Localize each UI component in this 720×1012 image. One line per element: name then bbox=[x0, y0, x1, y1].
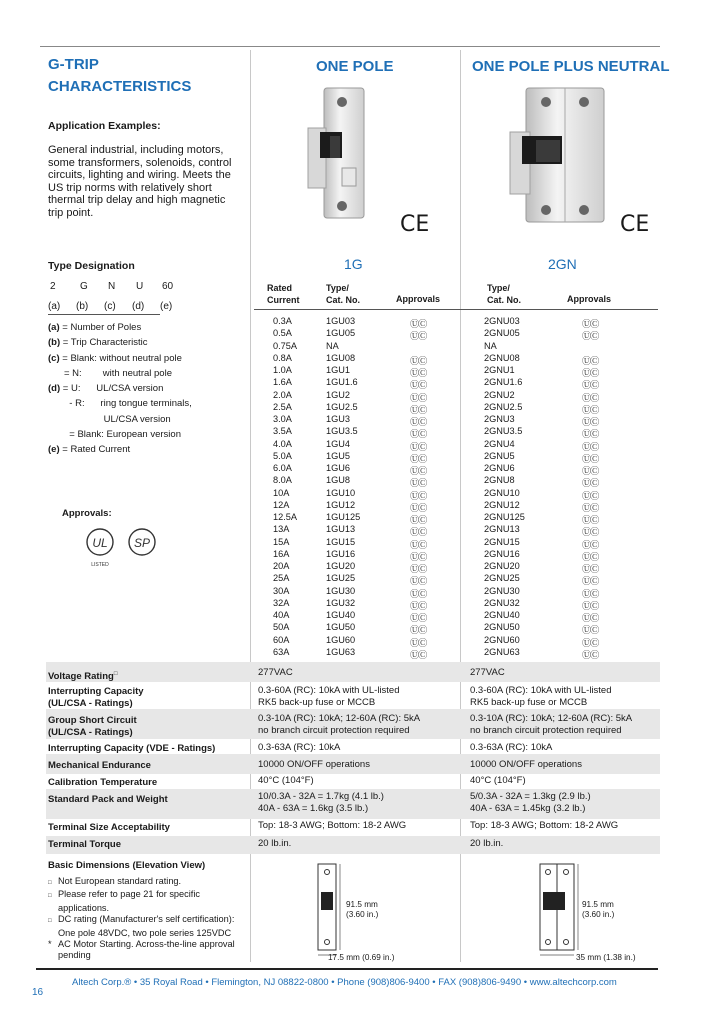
rated-current-cell: 63A bbox=[273, 646, 290, 657]
type-legend bbox=[48, 322, 248, 460]
csa-logo-text: SP bbox=[133, 536, 151, 550]
interrupt-2-line: RK5 back-up fuse or MCCB bbox=[470, 697, 588, 708]
approval-marks-1g: ⓊⒸ bbox=[410, 576, 427, 587]
cat-no-1g-cell: 1GU10 bbox=[326, 487, 356, 498]
header-type1: Type/ Cat. No. bbox=[326, 283, 361, 305]
approval-marks-1g: ⓊⒸ bbox=[410, 613, 427, 623]
cat-no-2gn-cell: 2GNU03 bbox=[484, 316, 520, 326]
voltage-1: 277VAC bbox=[258, 667, 293, 678]
approval-marks-1g: ⓊⒸ bbox=[410, 625, 427, 636]
approval-marks-2gn: ⓊⒸ bbox=[582, 429, 599, 440]
header-type2: Type/ Cat. No. bbox=[487, 283, 522, 305]
cat-no-2gn-cell: 2GNU13 bbox=[484, 524, 520, 535]
vde-1: 0.3-63A (RC): 10kA bbox=[258, 742, 341, 753]
term-label: Terminal Size Acceptability bbox=[48, 822, 170, 833]
rated-current-cell: 1.0A bbox=[273, 365, 292, 375]
cat-no-1g-cell: 1GU63 bbox=[326, 646, 356, 657]
top-rule bbox=[40, 46, 660, 47]
rated-current-cell: 3.5A bbox=[273, 426, 292, 437]
cat-no-2gn-cell: 2GNU32 bbox=[484, 597, 520, 608]
torque-2: 20 lb.in. bbox=[470, 838, 504, 849]
application-line: some transformers, solenoids, control bbox=[48, 156, 232, 169]
vde-2: 0.3-63A (RC): 10kA bbox=[470, 742, 553, 753]
application-line: General industrial, including motors, bbox=[48, 144, 224, 156]
interrupt-label-line: Interrupting Capacity bbox=[48, 686, 144, 697]
cat-no-2gn-cell: 2GNU25 bbox=[484, 573, 520, 584]
code-char: 2 bbox=[50, 281, 56, 292]
interrupt-1-line: RK5 back-up fuse or MCCB bbox=[258, 697, 376, 708]
cat-no-1g-cell: 1GU16 bbox=[326, 548, 356, 559]
approval-marks-2gn: ⓊⒸ bbox=[582, 331, 599, 342]
legend-text: = Trip Characteristic bbox=[62, 337, 148, 349]
cat-no-2gn-cell: 2GNU05 bbox=[484, 328, 520, 339]
approval-marks-1g: ⓊⒸ bbox=[410, 637, 427, 648]
rated-current-cell: 0.75A bbox=[273, 340, 298, 351]
cat-no-1g-cell: 1GU50 bbox=[326, 622, 356, 633]
ce-mark-col1: CE bbox=[400, 212, 430, 237]
approval-marks-2gn: ⓊⒸ bbox=[582, 527, 599, 538]
code-char: G bbox=[80, 281, 88, 292]
rated-current-cell: 60A bbox=[273, 634, 290, 645]
approval-marks-2gn: ⓊⒸ bbox=[582, 515, 599, 525]
cat-no-1g-cell: 1GU32 bbox=[326, 597, 356, 608]
rated-current-cell: 16A bbox=[273, 548, 290, 559]
dim-w1: 17.5 mm (0.69 in.) bbox=[328, 953, 395, 962]
code-letter: (e) bbox=[160, 301, 173, 312]
approval-marks-1g: ⓊⒸ bbox=[410, 331, 427, 342]
vde-label: Interrupting Capacity (VDE - Ratings) bbox=[48, 743, 216, 754]
approval-marks-2gn: ⓊⒸ bbox=[582, 502, 599, 513]
cat-no-1g-cell: 1GU12 bbox=[326, 499, 356, 510]
group-label-line: Group Short Circuit bbox=[48, 715, 137, 726]
interrupt-2 bbox=[470, 685, 612, 709]
approval-marks-1g: ⓊⒸ bbox=[410, 478, 427, 489]
approval-marks-2gn: ⓊⒸ bbox=[582, 319, 599, 329]
dimension-drawing-2 bbox=[530, 862, 630, 962]
cat-no-2gn-cell: 2GNU2.5 bbox=[484, 401, 523, 412]
section-title-line2: CHARACTERISTICS bbox=[48, 78, 192, 95]
rated-current-cell: 1.6A bbox=[273, 377, 292, 388]
rated-current-cell: 6.0A bbox=[273, 463, 292, 473]
torque-1: 20 lb.in. bbox=[258, 838, 292, 849]
cat-no-2gn-cell: 2GNU50 bbox=[484, 622, 520, 633]
legend-text: - R: ring tongue terminals, bbox=[64, 398, 192, 410]
col2-subtitle: 2GN bbox=[548, 256, 577, 272]
approval-marks-2gn: ⓊⒸ bbox=[582, 588, 599, 599]
approval-marks-2gn: ⓊⒸ bbox=[582, 613, 599, 623]
approval-marks-1g: ⓊⒸ bbox=[410, 429, 427, 440]
approval-marks-1g: ⓊⒸ bbox=[410, 515, 427, 525]
rated-current-cell: 2.0A bbox=[273, 389, 292, 400]
listed-text: LISTED bbox=[91, 562, 109, 568]
cat-no-1g-cell: 1GU4 bbox=[326, 438, 351, 449]
legend-text: = Rated Current bbox=[62, 444, 131, 456]
cat-no-1g-cell: 1GU5 bbox=[326, 450, 351, 461]
code-letter: (a) bbox=[48, 301, 61, 312]
approval-marks-2gn: ⓊⒸ bbox=[582, 490, 599, 501]
calib-label: Calibration Temperature bbox=[48, 777, 158, 788]
cat-no-2gn-cell: 2GNU15 bbox=[484, 536, 520, 547]
cat-no-1g-cell: 1GU2 bbox=[326, 389, 351, 400]
approval-marks-1g: ⓊⒸ bbox=[410, 392, 427, 403]
approval-logos bbox=[86, 526, 166, 570]
dim-h1-line: 91.5 mm bbox=[346, 900, 378, 909]
voltage-2: 277VAC bbox=[470, 667, 505, 678]
note-text: pending bbox=[58, 950, 91, 961]
cat-no-1g-cell: 1GU1 bbox=[326, 365, 351, 375]
footnotes bbox=[48, 876, 248, 962]
rated-current-cell: 25A bbox=[273, 573, 290, 584]
rated-current-cell: 32A bbox=[273, 597, 290, 608]
application-line: thermal trip delay and high magnetic bbox=[48, 194, 226, 207]
dims-label: Basic Dimensions (Elevation View) bbox=[48, 860, 206, 871]
cat-no-1g-cell: NA bbox=[326, 340, 339, 351]
approval-marks-2gn: ⓊⒸ bbox=[582, 466, 599, 476]
approval-marks-2gn: ⓊⒸ bbox=[582, 392, 599, 403]
approval-marks-2gn: ⓊⒸ bbox=[582, 649, 599, 660]
note-text: AC Motor Starting. Across-the-line approval bbox=[58, 939, 235, 950]
header-approvals1: Approvals bbox=[396, 294, 441, 304]
code-letter: (d) bbox=[132, 301, 145, 312]
term-2: Top: 18-3 AWG; Bottom: 18-2 AWG bbox=[470, 820, 619, 831]
application-line: US trip norms with relatively short bbox=[48, 181, 212, 194]
code-char: 60 bbox=[162, 281, 174, 292]
cat-no-2gn-cell: 2GNU5 bbox=[484, 450, 515, 461]
pack-2-line: 5/0.3A - 32A = 1.3kg (2.9 lb.) bbox=[470, 791, 591, 802]
approval-marks-1g: ⓊⒸ bbox=[410, 539, 427, 550]
rated-current-cell: 10A bbox=[273, 487, 290, 498]
rated-current-cell: 15A bbox=[273, 536, 290, 547]
section-title-line1: G-TRIP bbox=[48, 56, 99, 73]
cat-no-1g-cell: 1GU2.5 bbox=[326, 401, 358, 412]
interrupt-1 bbox=[258, 685, 400, 709]
cat-no-2gn-cell: 2GNU2 bbox=[484, 389, 515, 400]
dim-h2 bbox=[582, 900, 614, 920]
cat-no-1g-cell: 1GU40 bbox=[326, 610, 356, 620]
cat-no-1g-cell: 1GU125 bbox=[326, 512, 361, 522]
interrupt-label bbox=[48, 686, 144, 710]
approval-marks-2gn: ⓊⒸ bbox=[582, 551, 599, 562]
interrupt-2-line: 0.3-60A (RC): 10kA with UL-listed bbox=[470, 685, 612, 696]
cat-no-2gn-cell: 2GNU63 bbox=[484, 646, 520, 657]
voltage-label bbox=[48, 668, 117, 683]
cat-no-2gn-cell: 2GNU16 bbox=[484, 548, 520, 559]
note-mark: □ bbox=[48, 880, 52, 886]
col1-subtitle: 1G bbox=[344, 256, 363, 272]
rated-current-cell: 0.5A bbox=[273, 328, 292, 339]
code-letter: (c) bbox=[104, 301, 116, 312]
note-text: Not European standard rating. bbox=[58, 876, 182, 886]
type-code-underline bbox=[48, 314, 160, 315]
cat-no-1g-cell: 1GU3 bbox=[326, 414, 351, 424]
approval-marks-2gn: ⓊⒸ bbox=[582, 539, 599, 550]
cat-no-1g-cell: 1GU03 bbox=[326, 316, 356, 326]
approval-marks-2gn: ⓊⒸ bbox=[582, 637, 599, 648]
column-divider-1 bbox=[250, 50, 251, 962]
application-line: trip point. bbox=[48, 206, 94, 219]
interrupt-1-line: 0.3-60A (RC): 10kA with UL-listed bbox=[258, 685, 400, 696]
rated-current-cell: 40A bbox=[273, 610, 290, 620]
cat-no-2gn-cell: 2GNU12 bbox=[484, 499, 520, 510]
rated-current-cell: 4.0A bbox=[273, 438, 292, 449]
application-line: circuits, lighting and wiring. Meets the bbox=[48, 169, 231, 182]
mech-2: 10000 ON/OFF operations bbox=[470, 759, 582, 770]
note-text: One pole 48VDC, two pole series 125VDC bbox=[58, 927, 232, 938]
approval-marks-2gn: ⓊⒸ bbox=[582, 453, 599, 464]
legend-key: (d) bbox=[48, 383, 61, 395]
approval-marks-2gn: ⓊⒸ bbox=[582, 441, 599, 452]
one-pole-breaker-image bbox=[302, 84, 388, 224]
calib-2: 40°C (104°F) bbox=[470, 775, 526, 786]
col1-title: ONE POLE bbox=[316, 58, 394, 75]
approval-marks-1g: ⓊⒸ bbox=[410, 527, 427, 538]
pack-label: Standard Pack and Weight bbox=[48, 794, 168, 805]
cat-no-2gn-cell: 2GNU3.5 bbox=[484, 426, 523, 437]
cat-no-1g-cell: 1GU30 bbox=[326, 585, 356, 596]
cat-no-1g-cell: 1GU15 bbox=[326, 536, 356, 547]
cat-no-2gn-cell: 2GNU10 bbox=[484, 487, 520, 498]
shade-band bbox=[46, 836, 660, 854]
mech-1: 10000 ON/OFF operations bbox=[258, 759, 370, 770]
group-1-line: no branch circuit protection required bbox=[258, 725, 410, 736]
cat-no-2gn-cell: 2GNU08 bbox=[484, 352, 520, 363]
cat-no-1g-cell: 1GU60 bbox=[326, 634, 356, 645]
group-1-line: 0.3-10A (RC): 10kA; 12-60A (RC): 5kA bbox=[258, 713, 421, 724]
cat-no-1g-cell: 1GU05 bbox=[326, 328, 356, 339]
cat-no-2gn-cell: 2GNU40 bbox=[484, 610, 520, 620]
rated-current-cell: 2.5A bbox=[273, 401, 292, 412]
cat-no-1g-cell: 1GU08 bbox=[326, 352, 356, 363]
ul-logo-text: UL bbox=[92, 536, 108, 550]
cat-no-2gn-cell: 2GNU1 bbox=[484, 365, 515, 375]
table-header-rule bbox=[254, 309, 658, 310]
header-rated-current: Rated Current bbox=[267, 283, 300, 305]
legend-text: UL/CSA version bbox=[64, 413, 171, 425]
legend-key: (c) bbox=[48, 352, 60, 364]
approval-marks-1g: ⓊⒸ bbox=[410, 417, 427, 427]
ce-mark-col2: CE bbox=[620, 212, 650, 237]
rated-current-cell: 12.5A bbox=[273, 512, 298, 522]
application-heading: Application Examples: bbox=[48, 120, 161, 132]
rated-current-cell: 0.3A bbox=[273, 316, 292, 326]
approval-marks-2gn: ⓊⒸ bbox=[582, 600, 599, 611]
cat-no-1g-cell: 1GU25 bbox=[326, 573, 356, 584]
legend-text: = Blank: European version bbox=[64, 429, 181, 441]
approval-marks-1g: ⓊⒸ bbox=[410, 319, 427, 329]
note-mark: □ bbox=[48, 918, 52, 925]
note-text: Please refer to page 21 for specific bbox=[58, 889, 200, 900]
mech-label: Mechanical Endurance bbox=[48, 760, 151, 771]
cat-no-2gn-cell: 2GNU4 bbox=[484, 438, 515, 449]
approval-marks-1g: ⓊⒸ bbox=[410, 404, 427, 415]
note-text: applications. bbox=[58, 902, 110, 913]
approval-marks-1g: ⓊⒸ bbox=[410, 368, 427, 378]
cat-no-2gn-cell: 2GNU1.6 bbox=[484, 377, 523, 388]
rated-current-cell: 20A bbox=[273, 561, 290, 571]
voltage-label-text: Voltage Rating bbox=[48, 671, 114, 683]
approval-marks-1g: ⓊⒸ bbox=[410, 600, 427, 611]
pack-1-line: 10/0.3A - 32A = 1.7kg (4.1 lb.) bbox=[258, 791, 384, 802]
approvals-heading: Approvals: bbox=[62, 508, 112, 519]
group-2 bbox=[470, 713, 632, 737]
legend-text: = N: with neutral pole bbox=[64, 367, 172, 379]
cat-no-2gn-cell: 2GNU30 bbox=[484, 585, 520, 596]
column-divider-2 bbox=[460, 50, 461, 962]
rated-current-cell: 50A bbox=[273, 622, 290, 633]
approval-marks-2gn: ⓊⒸ bbox=[582, 368, 599, 378]
pack-1 bbox=[258, 791, 384, 815]
code-char: N bbox=[108, 281, 116, 292]
approval-marks-2gn: ⓊⒸ bbox=[582, 625, 599, 636]
cat-no-2gn-cell: 2GNU3 bbox=[484, 414, 515, 424]
cat-no-1g-cell: 1GU6 bbox=[326, 463, 351, 473]
rated-current-cell: 5.0A bbox=[273, 450, 292, 461]
cat-no-2gn-cell: 2GNU8 bbox=[484, 475, 515, 486]
group-2-line: no branch circuit protection required bbox=[470, 725, 622, 736]
rated-current-cell: 3.0A bbox=[273, 414, 292, 424]
pack-2-line: 40A - 63A = 1.45kg (3.2 lb.) bbox=[470, 803, 586, 814]
pack-2 bbox=[470, 791, 591, 815]
dim-w2: 35 mm (1.38 in.) bbox=[576, 953, 636, 962]
approval-marks-1g: ⓊⒸ bbox=[410, 502, 427, 513]
approval-marks-1g: ⓊⒸ bbox=[410, 453, 427, 464]
dim-h1-line: (3.60 in.) bbox=[346, 910, 379, 919]
rated-current-cell: 12A bbox=[273, 499, 290, 510]
approval-marks-2gn: ⓊⒸ bbox=[582, 564, 599, 574]
rated-current-cell: 30A bbox=[273, 585, 290, 596]
code-letter: (b) bbox=[76, 301, 89, 312]
dim-h1 bbox=[346, 900, 378, 920]
interrupt-label-line: (UL/CSA - Ratings) bbox=[48, 698, 133, 709]
rated-current-cell: 13A bbox=[273, 524, 290, 535]
approval-marks-2gn: ⓊⒸ bbox=[582, 355, 599, 366]
cat-no-1g-cell: 1GU13 bbox=[326, 524, 356, 535]
cat-no-1g-cell: 1GU1.6 bbox=[326, 377, 358, 388]
cat-no-2gn-cell: 2GNU125 bbox=[484, 512, 525, 522]
legend-text: = Number of Poles bbox=[62, 322, 142, 333]
cat-no-1g-cell: 1GU20 bbox=[326, 561, 356, 571]
group-2-line: 0.3-10A (RC): 10kA; 12-60A (RC): 5kA bbox=[470, 713, 633, 724]
rated-current-cell: 0.8A bbox=[273, 352, 292, 363]
approval-marks-2gn: ⓊⒸ bbox=[582, 576, 599, 587]
cat-no-2gn-cell: NA bbox=[484, 340, 497, 351]
dim-h2-line: (3.60 in.) bbox=[582, 910, 615, 919]
rated-current-cell: 8.0A bbox=[273, 475, 292, 486]
approval-marks-1g: ⓊⒸ bbox=[410, 355, 427, 366]
legend-key: (b) bbox=[48, 337, 61, 349]
dim-h2-line: 91.5 mm bbox=[582, 900, 614, 909]
two-pole-breaker-image bbox=[506, 84, 612, 230]
legend-key: (e) bbox=[48, 444, 60, 456]
cat-no-1g-cell: 1GU3.5 bbox=[326, 426, 358, 437]
approval-marks-1g: ⓊⒸ bbox=[410, 466, 427, 476]
approval-marks-1g: ⓊⒸ bbox=[410, 564, 427, 574]
approval-marks-1g: ⓊⒸ bbox=[410, 441, 427, 452]
footer-text: Altech Corp.® • 35 Royal Road • Flemington, NJ 08822-0800 • Phone (908)806-9400 • FAX (908)806-9490 • www.altechcorp.com bbox=[72, 977, 617, 988]
approval-marks-1g: ⓊⒸ bbox=[410, 380, 427, 391]
approval-marks-1g: ⓊⒸ bbox=[410, 551, 427, 562]
approval-marks-2gn: ⓊⒸ bbox=[582, 417, 599, 427]
legend-text: = U: UL/CSA version bbox=[62, 383, 164, 395]
col2-title: ONE POLE PLUS NEUTRAL bbox=[472, 58, 670, 75]
cat-no-2gn-cell: 2GNU6 bbox=[484, 463, 515, 473]
group-1 bbox=[258, 713, 420, 737]
note-mark: □ bbox=[48, 893, 52, 900]
group-label bbox=[48, 715, 137, 739]
term-1: Top: 18-3 AWG; Bottom: 18-2 AWG bbox=[258, 820, 407, 831]
legend-key: (a) bbox=[48, 322, 60, 333]
approval-marks-2gn: ⓊⒸ bbox=[582, 380, 599, 391]
calib-1: 40°C (104°F) bbox=[258, 775, 314, 786]
page-number: 16 bbox=[32, 987, 44, 998]
approval-marks-1g: ⓊⒸ bbox=[410, 649, 427, 660]
cat-no-1g-cell: 1GU8 bbox=[326, 475, 351, 486]
approval-marks-2gn: ⓊⒸ bbox=[582, 404, 599, 415]
note-mark: * bbox=[48, 939, 52, 950]
type-designation-heading: Type Designation bbox=[48, 260, 135, 272]
note-text: DC rating (Manufacturer's self certification): bbox=[58, 914, 235, 925]
code-char: U bbox=[136, 281, 144, 292]
pack-1-line: 40A - 63A = 1.6kg (3.5 lb.) bbox=[258, 803, 369, 814]
header-approvals2: Approvals bbox=[567, 294, 612, 304]
cat-no-2gn-cell: 2GNU60 bbox=[484, 634, 520, 645]
group-label-line: (UL/CSA - Ratings) bbox=[48, 727, 133, 738]
footer-rule bbox=[36, 968, 658, 970]
cat-no-2gn-cell: 2GNU20 bbox=[484, 561, 520, 571]
approval-marks-1g: ⓊⒸ bbox=[410, 490, 427, 501]
application-text bbox=[48, 144, 240, 220]
approval-marks-2gn: ⓊⒸ bbox=[582, 478, 599, 489]
legend-text: = Blank: without neutral pole bbox=[62, 352, 182, 364]
shade-band bbox=[46, 662, 660, 682]
torque-label: Terminal Torque bbox=[48, 839, 122, 850]
voltage-note: □ bbox=[113, 671, 118, 677]
approval-marks-1g: ⓊⒸ bbox=[410, 588, 427, 599]
